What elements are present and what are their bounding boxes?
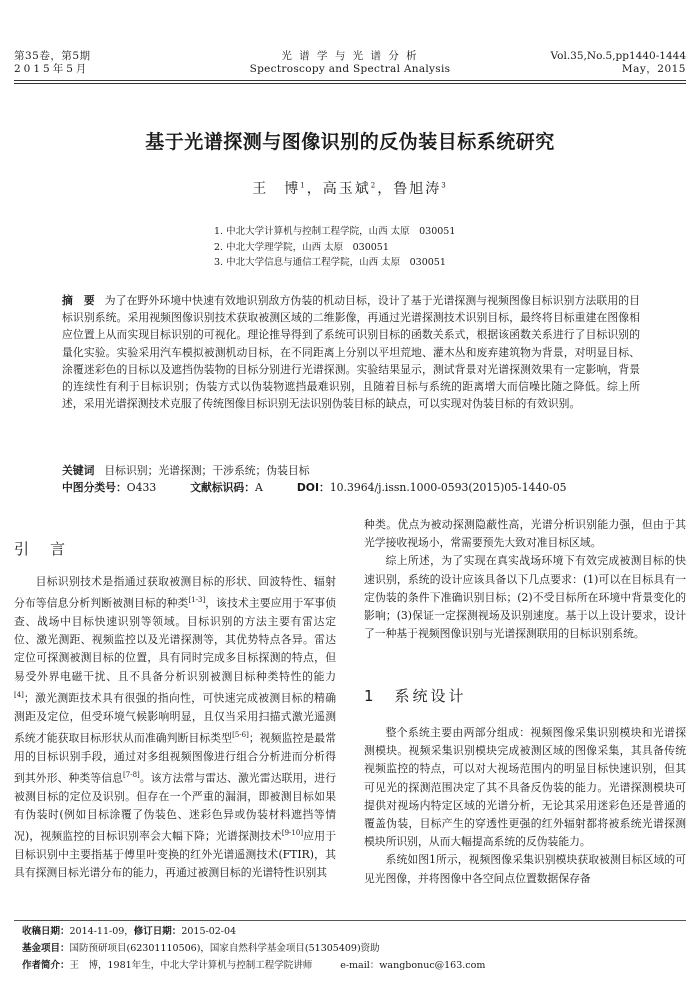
journal-name xyxy=(200,50,500,76)
paper-title: 基于光谱探测与图像识别的反伪装目标系统研究 xyxy=(145,131,555,153)
footnote-bio xyxy=(22,957,682,974)
author-sep: ， xyxy=(377,181,394,197)
journal-volume-issue xyxy=(14,50,91,76)
received-value: 2014-11-09， xyxy=(69,926,134,937)
doc-code-label: 文献标识码： xyxy=(190,481,256,494)
intro-text: 应用于目标识别中主要指基于傅里叶变换的红外光谱遥测技术(FTIR)，其具有探测目标光谱分布的能力，再通过被测目标的光谱特性识别其 xyxy=(14,829,336,880)
abstract xyxy=(62,292,640,412)
author-email: e-mail：wangbonuc@163.com xyxy=(340,960,486,971)
author-2: 高玉斌 xyxy=(322,181,371,197)
keywords-text: 目标识别；光谱探测；干涉系统；伪装目标 xyxy=(104,464,310,477)
date-line: 2015年5月 xyxy=(14,63,90,75)
citation: [5-6] xyxy=(232,730,249,739)
section-1-title: 1 系统设计 xyxy=(364,687,467,705)
intro-text: ；视频监控是最常用的目标识别手段，通过对多组视频图像进行组合分析进而分析得到其外形、种类等信息 xyxy=(14,731,336,785)
author-list xyxy=(0,178,700,198)
right-paragraph-4: 系统如图1所示，视频图像采集识别模块获取被测目标区域的可见光图像，并将图像中各空间点位置数据保存备 xyxy=(364,853,686,885)
right-column-section-1 xyxy=(364,724,686,888)
intro-text: 。该方法常与雷达、激光雷达联用，进行被测目标的定位及识别。但存在一个严重的漏洞，即被测目标如果有伪装时(例如目标涂覆了伪装色、迷彩色异或伪装材料遮挡等情况)，视频监控的目标识别率会大幅下降；光谱探测技术 xyxy=(14,771,337,843)
author-sep: ， xyxy=(306,181,323,197)
citation: [7-8] xyxy=(123,770,140,779)
citation: [1-3] xyxy=(188,596,206,605)
affiliation-3: 3. 中北大学信息与通信工程学院，山西 太原 030051 xyxy=(214,257,446,268)
author-3: 鲁旭涛 xyxy=(393,181,442,197)
footnote xyxy=(22,923,682,974)
journal-name-en: Spectroscopy and Spectral Analysis xyxy=(249,63,451,75)
journal-pages xyxy=(551,50,686,76)
month-line: May，2015 xyxy=(621,63,686,75)
right-column xyxy=(364,516,686,643)
header-rule-bottom xyxy=(14,83,686,84)
clc-label: 中图分类号： xyxy=(62,481,127,494)
journal-name-cn: 光 谱 学 与 光 谱 分 析 xyxy=(281,50,419,62)
doi-value: 10.3964/j.issn.1000-0593(2015)05-1440-05 xyxy=(329,481,567,494)
intro-text: 目标识别技术是指通过获取被测目标的形状、回波特性、辐射分布等信息分析判断被测目标的种类 xyxy=(14,575,336,610)
doi-label: DOI： xyxy=(296,481,330,494)
abstract-text: 为了在野外环境中快速有效地识别敌方伪装的机动目标，设计了基于光谱探测与视频图像目标识别方法联用的目标识别系统。采用视频图像识别技术获取被测区域的二维影像，再通过光谱探测技术识别目标，最终将目标重建在图像相应位置上从而实现目标识别的可视化。理论推导得到了系统可识别目标的函数关系式，根据该函数关系进行了目标识别的量化实验。实验采用汽车模拟被测机动目标，在不同距离上分别以平坦荒地、灌木丛和废弃建筑物为背景，对明显目标、涂覆迷彩色的目标以及遮挡伪装物的目标分别进行光谱探测。实验结果显示，测试背景对光谱探测效果有一定影响，背景的连续性有利于目标识别；伪装方式以伪装物遮挡最难识别，且随着目标与系统的距离增大而信噪比随之降低。综上所述，采用光谱探测技术克服了传统图像目标识别无法识别伪装目标的缺点，可以实现对伪装目标的有效识别。 xyxy=(62,294,641,411)
intro-text: ；激光测距技术具有很强的指向性，可快速完成被测目标的精确测距及定位，但受环境气候影响明显，且仅当采用扫描式激光遥测系统才能获取目标形状从而准确判断目标类型 xyxy=(14,691,336,745)
affiliation-2: 2. 中北大学理学院，山西 太原 030051 xyxy=(214,241,389,253)
abstract-label: 摘 要 xyxy=(62,294,95,307)
footnote-fund xyxy=(22,940,682,957)
citation: [9-10] xyxy=(281,829,304,838)
intro-paragraph-1 xyxy=(14,573,336,882)
bio-label: 作者简介： xyxy=(22,960,70,971)
author-2-affil: 2 xyxy=(370,181,378,190)
keywords-label: 关键词 xyxy=(62,464,95,477)
right-paragraph-2: 综上所述，为了实现在真实战场环境下有效完成被测目标的快速识别，系统的设计应该具备以下几点要求：(1)可以在目标具有一定伪装的条件下准确识别目标；(2)不受目标所在环境中背景变化的影响；(3)保证一定探测视场及识别速度。基于以上设计要求，设计了一种基于视频图像识别与光谱探测联用的目标识别系统。 xyxy=(364,554,686,641)
clc-value: O433 xyxy=(126,481,157,494)
keywords-line xyxy=(62,462,652,479)
intro-text: ，该技术主要应用于军事侦查、战场中目标快速识别等领域。目标识别的方法主要有雷达定位、激光测距、视频监控以及光谱探测等，其优势特点各异。雷达定位可探测被测目标的位置，具有同时完成多目标探测的特点，但易受外界电磁干扰、且不具备分析识别被测目标种类特性的能力 xyxy=(14,596,336,683)
author-1: 王 博 xyxy=(252,181,301,197)
header-rule-top xyxy=(14,80,686,81)
fund-value: 国防预研项目(62301110506)，国家自然科学基金项目(51305409)资助 xyxy=(69,943,380,954)
affiliations xyxy=(214,224,455,271)
doc-code-value: A xyxy=(255,481,263,494)
revised-value: 2015-02-04 xyxy=(181,926,237,937)
bio-value: 王 博，1981年生，中北大学计算机与控制工程学院讲师 xyxy=(69,960,313,971)
footnote-rule xyxy=(14,920,686,921)
fund-label: 基金项目： xyxy=(22,943,70,954)
author-3-affil: 3 xyxy=(441,181,448,190)
citation: [4] xyxy=(14,690,24,699)
affiliation-1: 1. 中北大学计算机与控制工程学院，山西 太原 030051 xyxy=(214,226,456,237)
right-paragraph-1: 种类。优点为被动探测隐蔽性高，光谱分析识别能力强，但由于其光学接收视场小，常需要预先大致对准目标区域。 xyxy=(364,518,686,550)
left-column xyxy=(14,573,336,882)
pages-line: Vol.35,No.5,pp1440-1444 xyxy=(550,50,686,62)
section-introduction-title: 引 言 xyxy=(14,540,69,558)
classification-line xyxy=(62,479,652,496)
received-label: 收稿日期： xyxy=(22,926,70,937)
revised-label: 修订日期： xyxy=(133,926,182,937)
footnote-dates xyxy=(22,923,682,940)
author-1-affil: 1 xyxy=(300,181,307,190)
keywords-block xyxy=(62,462,652,496)
right-paragraph-3: 整个系统主要由两部分组成：视频图像采集识别模块和光谱探测模块。视频采集识别模块完成被测区域的图像采集，其具备传统视频监控的特点，可以对大视场范围内的明显目标快速识别，但其可见光的探测范围决定了其不具备反伪装的能力。光谱探测模块可提供对视场内特定区域的光谱分析，无论其采用迷彩色还是普通的覆盖伪装，目标产生的穿透性更强的红外辐射都将被系统光谱探测模块所识别，从而大幅提高系统的反伪装能力。 xyxy=(364,726,686,849)
volume-line: 第35卷，第5期 xyxy=(14,50,91,62)
